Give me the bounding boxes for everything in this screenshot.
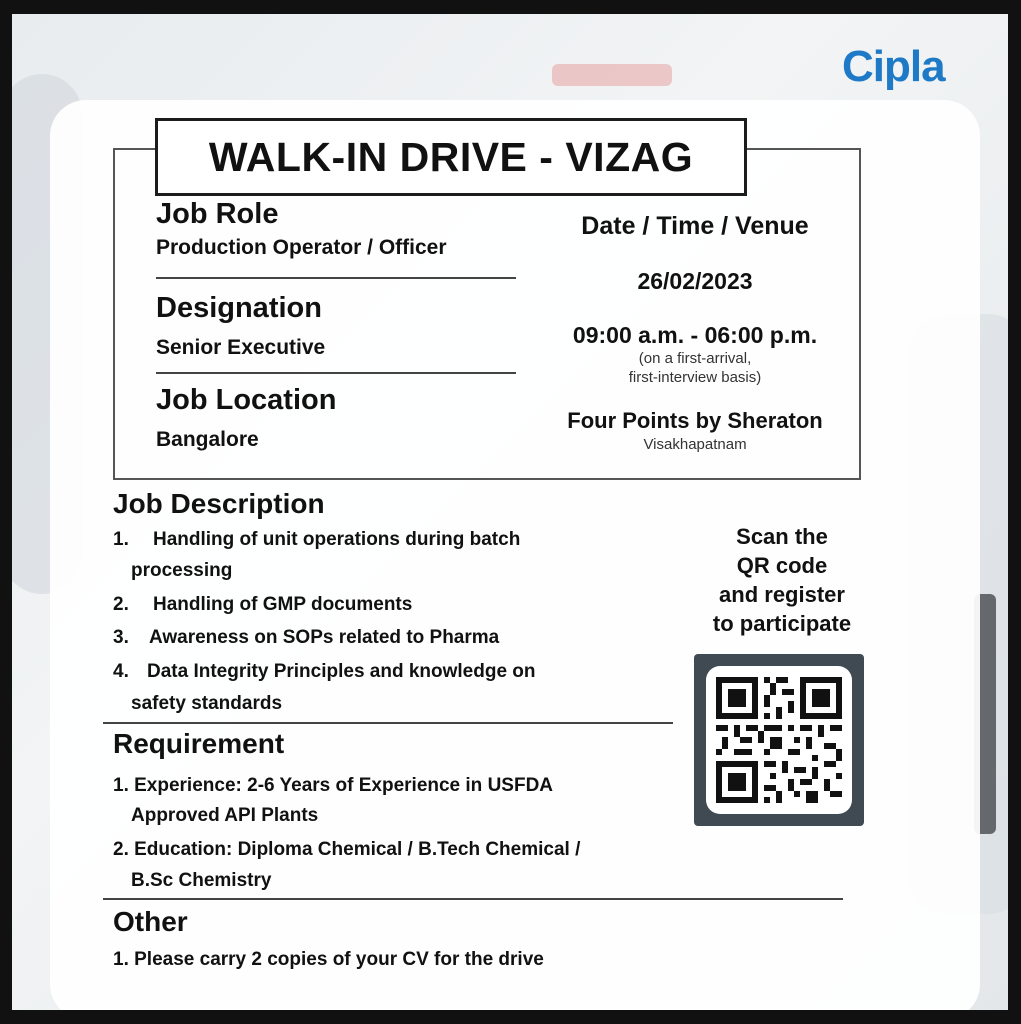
divider bbox=[103, 898, 843, 900]
requirement-title: Requirement bbox=[113, 728, 285, 759]
arrival-note-line1: (on a first-arrival, bbox=[638, 350, 752, 367]
divider bbox=[103, 722, 673, 724]
title-box bbox=[155, 118, 747, 196]
qr-code-panel[interactable] bbox=[694, 654, 864, 826]
background-lab-shelf bbox=[552, 64, 672, 86]
qr-code-icon bbox=[716, 676, 842, 804]
list-item: 1. Handling of unit operations during batch bbox=[113, 529, 521, 550]
drive-date: 26/02/2023 bbox=[637, 268, 753, 294]
qr-caption: Scan the QR code and register to participate bbox=[712, 524, 852, 636]
list-item-continuation: processing bbox=[131, 560, 233, 581]
list-item: 4. Data Integrity Principles and knowledge on bbox=[113, 661, 536, 682]
arrival-note-line2: first-interview basis) bbox=[628, 369, 762, 386]
list-item: 1. Experience: 2-6 Years of Experience in USFDA bbox=[113, 775, 554, 796]
list-item-continuation: Approved API Plants bbox=[131, 805, 319, 826]
poster-frame bbox=[12, 14, 1008, 1010]
divider bbox=[156, 277, 516, 279]
qr-code-card[interactable] bbox=[706, 666, 852, 814]
job-role-value: Production Operator / Officer bbox=[156, 236, 447, 259]
job-location-value: Bangalore bbox=[156, 428, 259, 451]
job-description-title: Job Description bbox=[113, 488, 325, 519]
designation-value: Senior Executive bbox=[156, 336, 326, 359]
drive-time: 09:00 a.m. - 06:00 p.m. bbox=[572, 322, 818, 348]
venue-city: Visakhapatnam bbox=[643, 436, 747, 453]
page-title: WALK-IN DRIVE - VIZAG bbox=[208, 133, 694, 180]
list-item: 2. Handling of GMP documents bbox=[113, 594, 413, 615]
list-item-continuation: safety standards bbox=[131, 693, 283, 714]
cipla-logo: Cipla bbox=[842, 42, 945, 91]
list-item: 3. Awareness on SOPs related to Pharma bbox=[113, 627, 500, 648]
list-item: 2. Education: Diploma Chemical / B.Tech Chemical / bbox=[113, 839, 581, 860]
other-title: Other bbox=[113, 906, 188, 937]
job-location-label: Job Location bbox=[156, 384, 337, 416]
divider bbox=[156, 372, 516, 374]
list-item: 1. Please carry 2 copies of your CV for the drive bbox=[113, 949, 544, 970]
schedule-heading: Date / Time / Venue bbox=[581, 212, 809, 240]
designation-label: Designation bbox=[156, 292, 322, 324]
job-role-label: Job Role bbox=[156, 198, 279, 230]
list-item-continuation: B.Sc Chemistry bbox=[131, 870, 272, 891]
venue-name: Four Points by Sheraton bbox=[567, 408, 823, 433]
